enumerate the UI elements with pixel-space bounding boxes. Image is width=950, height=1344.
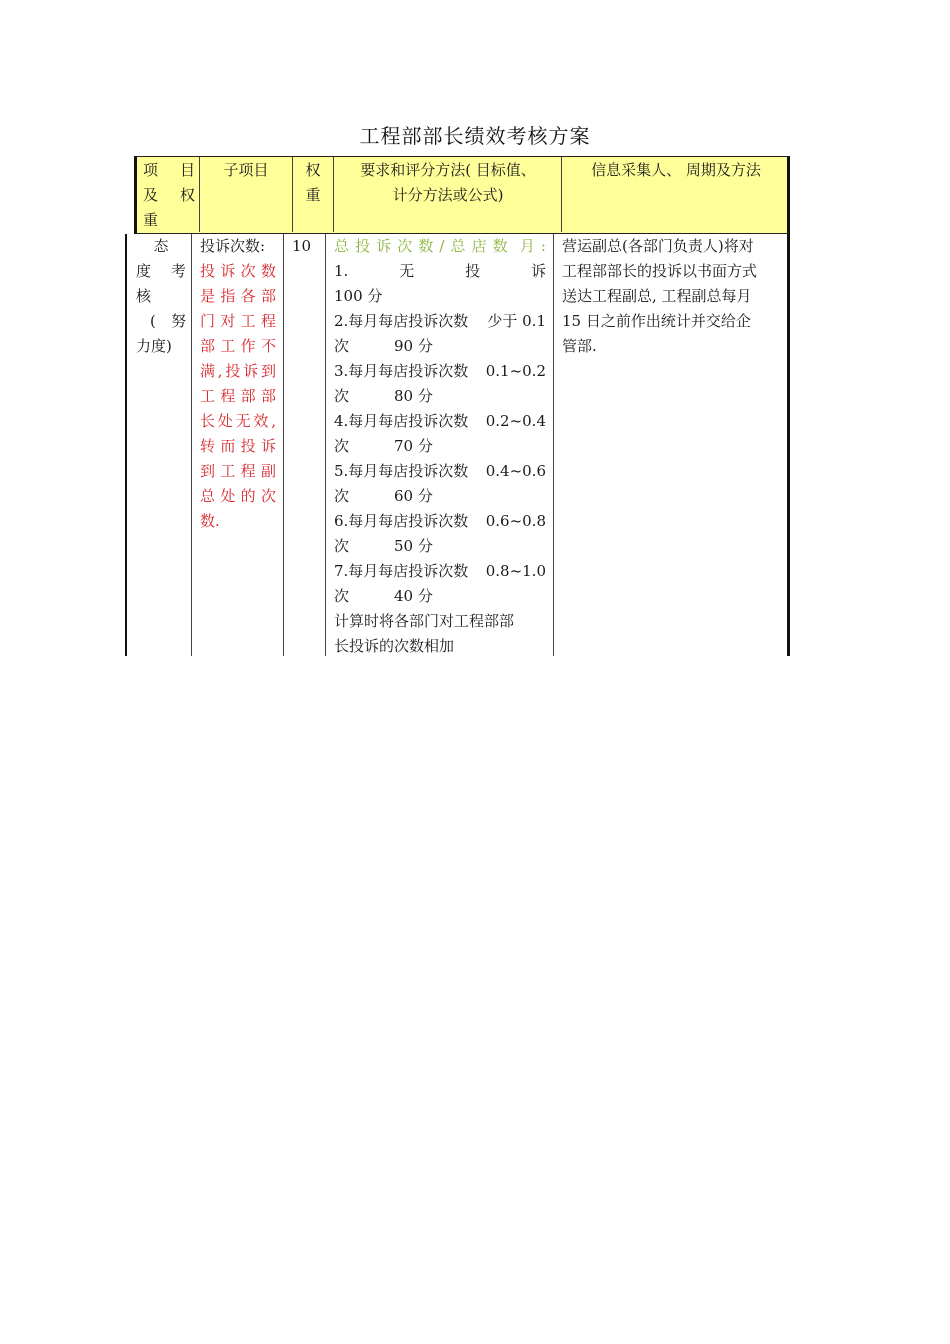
- header-divider: [561, 157, 562, 232]
- method-line: 次 90 分: [334, 337, 433, 355]
- method-line: 2.每月每店投诉次数 少于 0.1: [334, 312, 546, 330]
- header-sub-item: 子项目: [223, 161, 269, 179]
- item-line: 核: [136, 287, 152, 305]
- method-line: 6.每月每店投诉次数 0.6~0.8: [334, 512, 546, 530]
- collector-lines: [562, 234, 782, 359]
- method-line: 100 分: [334, 287, 383, 305]
- method-cell: [334, 234, 546, 659]
- method-line: 次 50 分: [334, 537, 433, 555]
- column-divider: [553, 234, 554, 656]
- sub-item-detail-line: 是 指 各 部: [200, 287, 276, 305]
- method-line: 3.每月每店投诉次数 0.1~0.2: [334, 362, 546, 380]
- method-line: 7.每月每店投诉次数 0.8~1.0: [334, 562, 546, 580]
- sub-item-detail-line: 工 程 部 部: [200, 387, 276, 405]
- item-line: 力度): [136, 337, 172, 355]
- sub-item-detail-line: 部 工 作 不: [200, 337, 276, 355]
- item-line: 态: [153, 237, 169, 255]
- collector-line: 送达工程副总, 工程副总每月: [562, 287, 752, 305]
- header-item-weight-line: 及 权: [143, 186, 195, 204]
- header-method-line: 计分方法或公式): [392, 186, 504, 204]
- header-method: [336, 158, 560, 208]
- sub-item-detail-line: 数.: [200, 512, 220, 530]
- method-line: 5.每月每店投诉次数 0.4~0.6: [334, 462, 546, 480]
- method-lines: [334, 284, 546, 659]
- collector-line: 工程部部长的投诉以书面方式: [562, 262, 758, 280]
- sub-item-detail-line: 投 诉 次 数: [200, 262, 276, 280]
- sub-item-detail-line: 门 对 工 程: [200, 312, 276, 330]
- sub-item-detail: [200, 259, 276, 534]
- sub-item-detail-line: 转 而 投 诉: [200, 437, 276, 455]
- item-line: 度 考: [136, 262, 186, 280]
- method-line: 次 80 分: [334, 387, 433, 405]
- sub-item-detail-line: 长 处 无 效 ,: [200, 412, 276, 430]
- header-weight-line: 权: [305, 161, 321, 179]
- column-divider: [325, 234, 326, 656]
- page-title: 工程部部长绩效考核方案: [359, 124, 591, 148]
- header-collector: 信息采集人、 周期及方法: [591, 161, 761, 179]
- method-formula: 总 投 诉 次 数 / 总 店 数 月 :: [334, 237, 546, 255]
- method-line: 长投诉的次数相加: [334, 637, 455, 655]
- column-divider: [283, 234, 284, 656]
- collector-line: 15 日之前作出统计并交给企: [562, 312, 751, 330]
- method-line: 4.每月每店投诉次数 0.2~0.4: [334, 412, 546, 430]
- sub-item-intro: 投诉次数:: [200, 237, 266, 255]
- header-divider: [292, 157, 293, 232]
- method-line: 1. 无 投 诉: [334, 262, 546, 280]
- table-border-right: [787, 234, 790, 656]
- method-line: 次 40 分: [334, 587, 433, 605]
- item-cell: [136, 234, 186, 359]
- sub-item-detail-line: 到 工 程 副: [200, 462, 276, 480]
- sub-item-cell: [200, 234, 276, 534]
- collector-line: 营运副总(各部门负责人)将对: [562, 237, 754, 255]
- sub-item-detail-line: 满 , 投 诉 到: [200, 362, 276, 380]
- column-divider: [191, 234, 192, 656]
- sub-item-detail-line: 总 处 的 次: [200, 487, 276, 505]
- table-border-left: [125, 234, 127, 656]
- collector-line: 管部.: [562, 337, 597, 355]
- collector-cell: [562, 234, 782, 359]
- header-item-weight: [143, 158, 195, 233]
- method-line: 次 70 分: [334, 437, 433, 455]
- item-line: ( 努: [150, 312, 186, 330]
- header-item-weight-line: 项 目: [143, 161, 195, 179]
- header-method-line: 要求和评分方法( 目标值、: [360, 161, 536, 179]
- method-line: 计算时将各部门对工程部部: [334, 612, 515, 630]
- header-weight-line: 重: [305, 186, 321, 204]
- header-divider: [199, 157, 200, 232]
- method-line: 次 60 分: [334, 487, 433, 505]
- header-item-weight-line: 重: [143, 211, 159, 229]
- table-header: [134, 156, 790, 234]
- header-divider: [333, 157, 334, 232]
- weight-cell: 10: [292, 237, 312, 255]
- header-weight: [295, 158, 331, 208]
